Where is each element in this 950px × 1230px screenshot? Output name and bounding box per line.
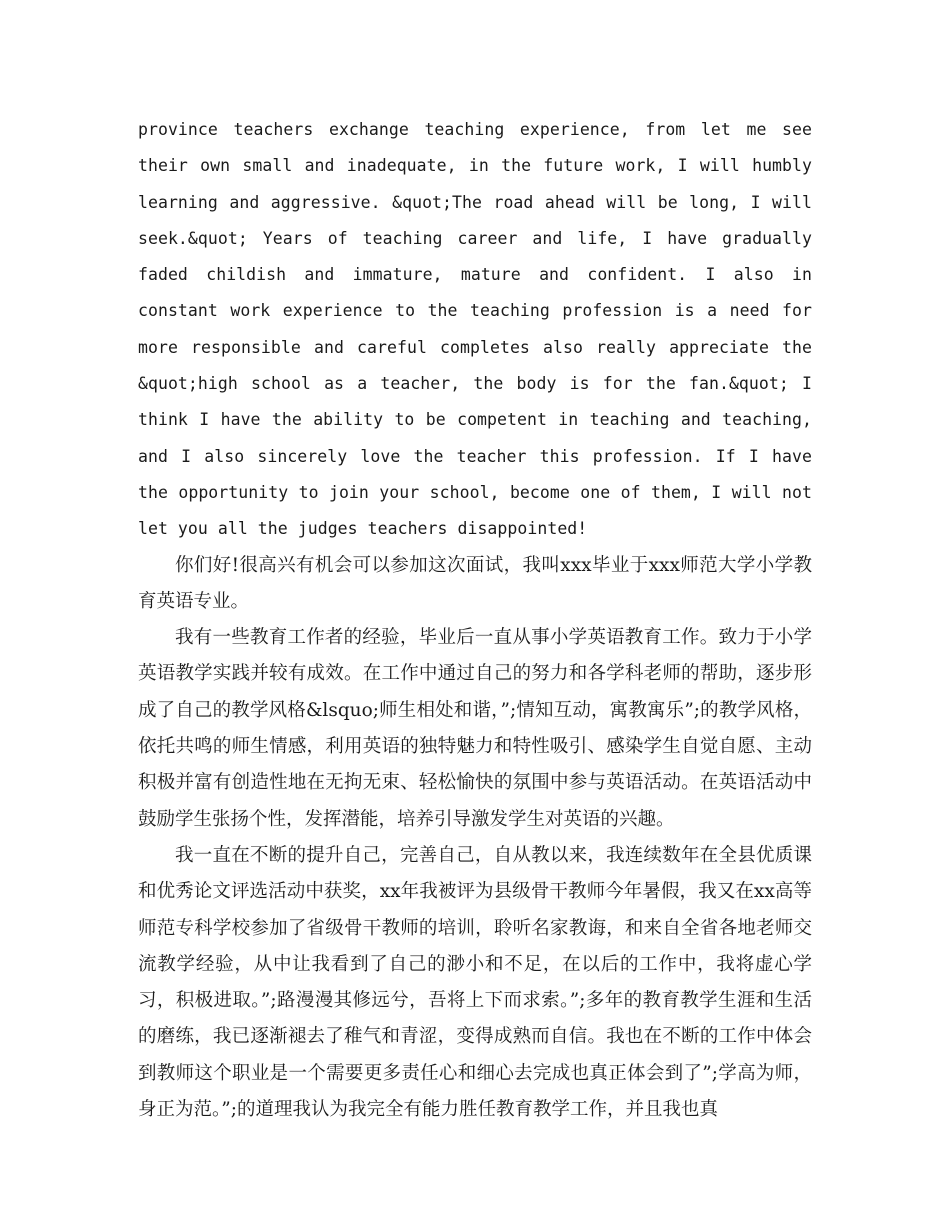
document-body [138,112,812,1128]
chinese-paragraph-achievements: 我一直在不断的提升自己，完善自己，自从教以来，我连续数年在全县优质课和优秀论文评选活动中获奖，xx年我被评为县级骨干教师今年暑假，我又在xx高等师范专科学校参加了省级骨干教师的培训，聆听名家教诲，和来自全省各地老师交流教学经验，从中让我看到了自己的渺小和不足，在以后的工作中，我将虚心学习，积极进取。”;路漫漫其修远兮，吾将上下而求索。”;多年的教育教学生涯和生活的磨练，我已逐渐褪去了稚气和青涩，变得成熟而自信。我也在不断的工作中体会到教师这个职业是一个需要更多责任心和细心去完成也真正体会到了”;学高为师，身正为范。”;的道理我认为我完全有能力胜任教育教学工作，并且我也真 [138,844,812,1121]
english-paragraph: province teachers exchange teaching experience, from let me see their own small and inadequate, in the future work, I will humbly learning and aggressive. &quot;The road ahead will be long, I will seek.&quot; Years of teaching career and life, I have gradually faded childish and immature, mature and confident. I also in constant work experience to the teaching profession is a need for more responsible and careful completes also really appreciate the &quot;high school as a teacher, the body is for the fan.&quot; I think I have the ability to be competent in teaching and teaching, and I also sincerely love the teacher this profession. If I have the opportunity to join your school, become one of them, I will not let you all the judges teachers disappointed! [138,120,812,539]
chinese-paragraph-experience: 我有一些教育工作者的经验，毕业后一直从事小学英语教育工作。致力于小学英语教学实践并较有成效。在工作中通过自己的努力和各学科老师的帮助，逐步形成了自己的教学风格&lsquo;师生相处和谐，”;情知互动，寓教寓乐”;的教学风格，依托共鸣的师生情感，利用英语的独特魅力和特性吸引、感染学生自觉自愿、主动积极并富有创造性地在无拘无束、轻松愉快的氛围中参与英语活动。在英语活动中鼓励学生张扬个性，发挥潜能，培养引导激发学生对英语的兴趣。 [138,627,812,830]
chinese-paragraph-greeting: 你们好!很高兴有机会可以参加这次面试，我叫xxx毕业于xxx师范大学小学教育英语专业。 [138,554,812,612]
